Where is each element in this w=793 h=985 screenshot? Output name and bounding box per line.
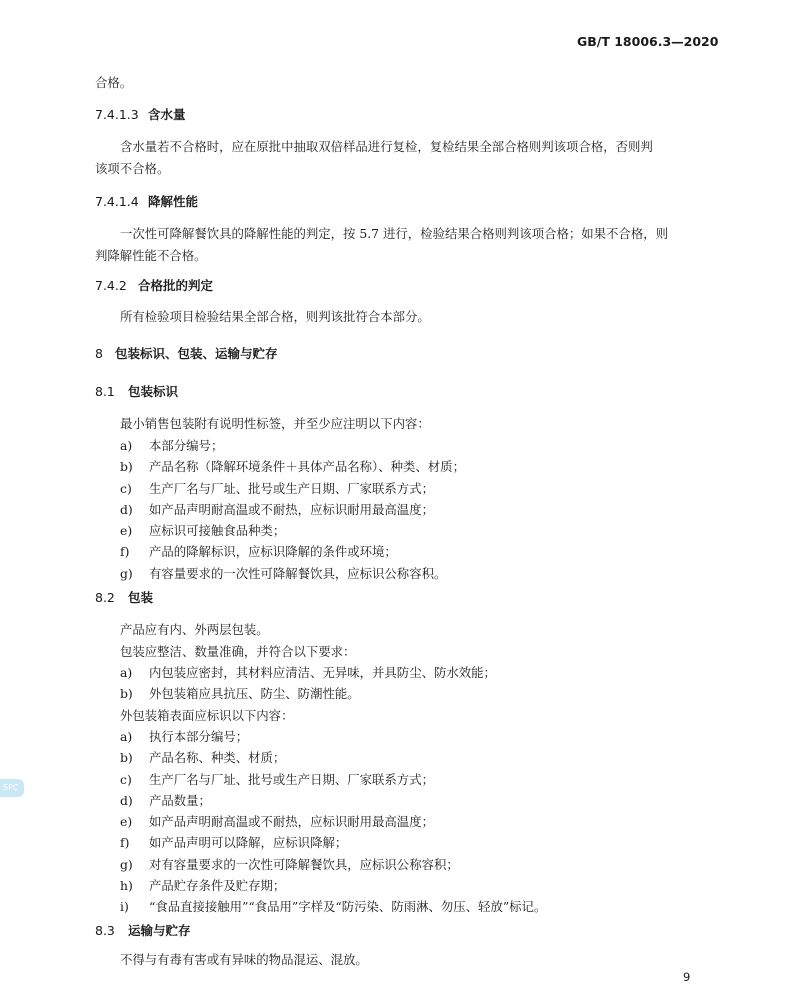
list-marker: b) — [120, 459, 133, 475]
list-item — [120, 878, 546, 899]
list-marker: d) — [120, 501, 133, 517]
list-item — [120, 665, 496, 686]
section-heading-7-4-1-4 — [95, 194, 198, 209]
paragraph: 最小销售包装附有说明性标签，并至少应注明以下内容： — [120, 416, 430, 431]
list-item — [120, 544, 465, 565]
list-text: 产品的降解标识，应标识降解的条件或环境； — [149, 544, 397, 560]
list-marker: f) — [120, 835, 130, 851]
list-marker: e) — [120, 814, 133, 830]
paragraph: 含水量若不合格时，应在原批中抽取双倍样品进行复检，复检结果全部合格则判该项合格，否则判 — [120, 139, 653, 154]
section-number: 8 — [95, 346, 103, 361]
list-text: 如产品声明可以降解，应标识降解； — [149, 835, 348, 851]
list-text: 应标识可接触食品种类； — [149, 523, 286, 539]
section-heading-8-2 — [95, 590, 153, 605]
section-title: 包装 — [128, 590, 154, 605]
section-title: 运输与贮存 — [128, 923, 191, 938]
list-text: 外包装箱应具抗压、防尘、防潮性能。 — [149, 686, 360, 702]
list-text: 有容量要求的一次性可降解餐饮具，应标识公称容积。 — [149, 565, 447, 581]
list-marker: c) — [120, 771, 132, 787]
list-item — [120, 793, 546, 814]
paragraph: 该项不合格。 — [95, 161, 170, 176]
list-text: 执行本部分编号； — [149, 729, 249, 744]
section-title: 含水量 — [148, 107, 186, 122]
list-item — [120, 899, 546, 920]
list-text: 本部分编号； — [149, 438, 224, 453]
standard-number: GB/T 18006.3—2020 — [577, 34, 719, 49]
paragraph: 产品应有内、外两层包装。 — [120, 622, 269, 637]
list-item — [120, 502, 465, 523]
list-marker: a) — [120, 729, 133, 744]
list-8-1 — [120, 438, 465, 587]
section-heading-8 — [95, 346, 278, 361]
list-item — [120, 459, 465, 480]
paragraph: 合格。 — [95, 75, 133, 90]
list-marker: h) — [120, 878, 133, 894]
paragraph: 外包装箱表面应标识以下内容： — [120, 708, 294, 723]
list-item — [120, 566, 465, 587]
edge-watermark: SPC — [0, 779, 24, 797]
section-title: 包装标识 — [128, 384, 179, 399]
section-number: 7.4.1.3 — [95, 107, 139, 122]
section-number: 8.3 — [95, 923, 115, 938]
list-item — [120, 481, 465, 502]
paragraph: 所有检验项目检验结果全部合格，则判该批符合本部分。 — [120, 309, 430, 324]
list-item — [120, 750, 546, 771]
list-text: 产品数量； — [149, 792, 211, 808]
list-text: 内包装应密封，其材料应清洁、无异味，并具防尘、防水效能； — [149, 665, 496, 680]
section-number: 8.2 — [95, 590, 115, 605]
list-item — [120, 835, 546, 856]
list-item — [120, 772, 546, 793]
list-marker: c) — [120, 480, 132, 496]
list-text: 生产厂名与厂址、批号或生产日期、厂家联系方式； — [149, 771, 434, 787]
section-heading-8-1 — [95, 384, 178, 399]
paragraph: 一次性可降解餐饮具的降解性能的判定，按 5.7 进行，检验结果合格则判该项合格；如果不合格，则 — [120, 226, 668, 241]
list-text: 产品名称（降解环境条件＋具体产品名称）、种类、材质； — [149, 459, 465, 475]
section-title: 合格批的判定 — [138, 278, 214, 293]
list-marker: f) — [120, 544, 130, 560]
list-8-2-markings — [120, 729, 546, 921]
section-number: 7.4.1.4 — [95, 194, 139, 209]
list-text: 如产品声明耐高温或不耐热，应标识耐用最高温度； — [149, 814, 434, 830]
paragraph: 包装应整洁、数量准确，并符合以下要求： — [120, 644, 356, 659]
list-marker: b) — [120, 750, 133, 766]
list-marker: b) — [120, 686, 133, 702]
list-text: “食品直接接触用”“食品用”字样及“防污染、防雨淋、勿压、轻放”标记。 — [149, 899, 547, 915]
list-marker: d) — [120, 792, 133, 808]
list-marker: g) — [120, 565, 133, 581]
list-text: 产品名称、种类、材质； — [149, 750, 286, 766]
list-marker: e) — [120, 523, 133, 539]
list-text: 对有容量要求的一次性可降解餐饮具，应标识公称容积； — [149, 856, 459, 872]
list-item — [120, 814, 546, 835]
list-item — [120, 729, 546, 750]
list-text: 生产厂名与厂址、批号或生产日期、厂家联系方式； — [149, 480, 434, 496]
list-marker: i) — [120, 899, 129, 915]
paragraph: 不得与有毒有害或有异味的物品混运、混放。 — [120, 952, 368, 967]
section-heading-8-3 — [95, 923, 191, 938]
list-item — [120, 438, 465, 459]
list-marker: a) — [120, 438, 133, 453]
list-text: 如产品声明耐高温或不耐热，应标识耐用最高温度； — [149, 501, 434, 517]
list-text: 产品贮存条件及贮存期； — [149, 878, 286, 894]
list-item — [120, 686, 496, 707]
section-title: 包装标识、包装、运输与贮存 — [115, 346, 278, 361]
list-8-2-requirements — [120, 665, 496, 708]
section-title: 降解性能 — [148, 194, 199, 209]
list-marker: a) — [120, 665, 133, 680]
section-number: 7.4.2 — [95, 278, 127, 293]
section-heading-7-4-2 — [95, 278, 213, 293]
paragraph: 判降解性能不合格。 — [95, 248, 207, 263]
section-heading-7-4-1-3 — [95, 107, 186, 122]
section-number: 8.1 — [95, 384, 115, 399]
list-marker: g) — [120, 856, 133, 872]
list-item — [120, 523, 465, 544]
page-number: 9 — [683, 970, 691, 984]
list-item — [120, 857, 546, 878]
